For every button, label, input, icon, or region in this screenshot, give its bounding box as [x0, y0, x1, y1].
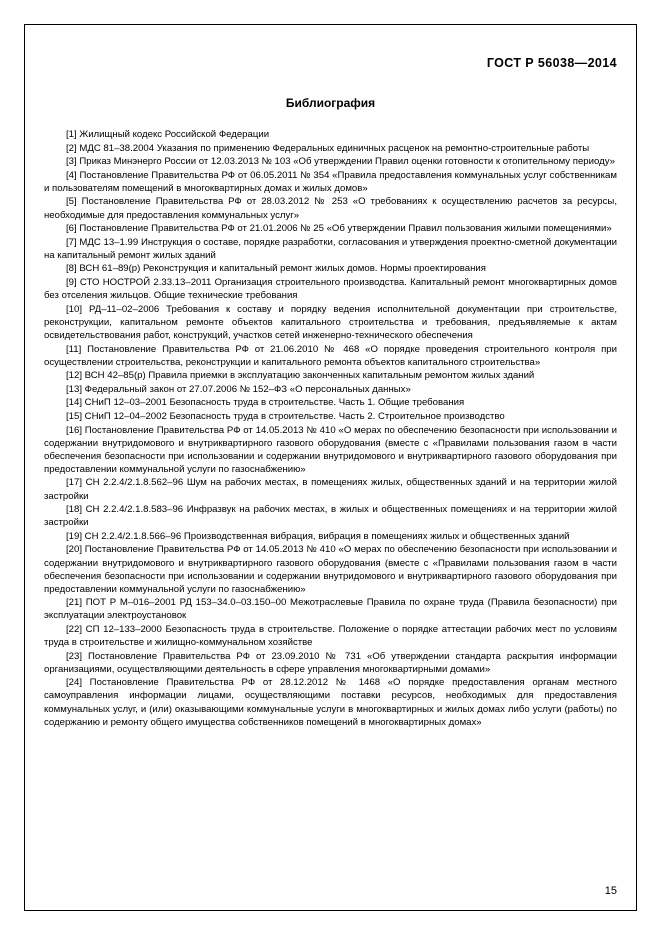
bibliography-item: [6] Постановление Правительства РФ от 21.01.2006 № 25 «Об утверждении Правил пользования жилыми помещениями»	[66, 223, 612, 235]
bibliography-item: [12] ВСН 42–85(р) Правила приемки в эксплуатацию законченных капитальным ремонтом жилых зданий	[66, 370, 535, 382]
bibliography-item: [21] ПОТ Р М–016–2001 РД 153–34.0–03.150–00 Межотраслевые Правила по охране труда (Правила безопасности) при эксплуатации электроустановок	[44, 597, 617, 622]
page-number: 15	[604, 885, 617, 897]
bibliography-item: [5] Постановление Правительства РФ от 28.03.2012 № 253 «О требованиях к осуществлению расчетов за ресурсы, необходимые для предоставления коммунальных услуг»	[44, 196, 617, 221]
bibliography-item: [9] СТО НОСТРОЙ 2.33.13–2011 Организация строительного производства. Капитальный ремонт многоквартирных домов без отселения жильцов. Общие технические требования	[44, 277, 617, 302]
bibliography-list	[44, 128, 617, 729]
bibliography-item: [17] СН 2.2.4/2.1.8.562–96 Шум на рабочих местах, в помещениях жилых, общественных зданий и на территории жилой застройки	[44, 477, 617, 502]
bibliography-item: [16] Постановление Правительства РФ от 14.05.2013 № 410 «О мерах по обеспечению безопасности при использовании и содержании внутридомового и внутриквартирного газового оборудования (вместе с «Правилами пользования газом в части обеспечения безопасности при использовании и содержании внутридомового и внутриквартирного газового оборудования при предоставлении коммунальной услуги по газоснабжению»	[44, 424, 617, 475]
bibliography-item: [13] Федеральный закон от 27.07.2006 № 152–ФЗ «О персональных данных»	[66, 383, 411, 395]
bibliography-item: [4] Постановление Правительства РФ от 06.05.2011 № 354 «Правила предоставления коммунальных услуг собственникам и пользователям помещений в многоквартирных домах и жилых домов»	[44, 169, 617, 194]
bibliography-item: [3] Приказ Минэнерго России от 12.03.2013 № 103 «Об утверждении Правил оценки готовности к отопительному периоду»	[66, 156, 615, 168]
bibliography-item: [19] СН 2.2.4/2.1.8.566–96 Производственная вибрация, вибрация в помещениях жилых и общественных зданий	[66, 530, 570, 542]
bibliography-item: [2] МДС 81–38.2004 Указания по применению Федеральных единичных расценок на ремонтно-строительные работы	[66, 142, 590, 154]
bibliography-item: [14] СНиП 12–03–2001 Безопасность труда в строительстве. Часть 1. Общие требования	[66, 397, 465, 409]
page-title: Библиография	[285, 96, 376, 110]
bibliography-item: [22] СП 12–133–2000 Безопасность труда в строительстве. Положение о порядке аттестации рабочих мест по условиям труда в строительстве и жилищно-коммунальном хозяйстве	[44, 623, 617, 649]
standard-code-header: ГОСТ Р 56038—2014	[486, 56, 617, 70]
bibliography-item: [24] Постановление Правительства РФ от 28.12.2012 № 1468 «О порядке предоставления органам местного самоуправления информации лицами, осуществляющими поставки ресурсов, необходимых для предоставления коммунальных услуг, и (или) оказывающими коммунальные услуги в многоквартирных и жилых домах либо услуги (работы) по содержанию и ремонту общего имущества собственников помещений в многоквартирных домах»	[44, 677, 617, 728]
bibliography-item: [18] СН 2.2.4/2.1.8.583–96 Инфразвук на рабочих местах, в жилых и общественных помещениях и на территории жилой застройки	[44, 504, 617, 529]
page-content	[44, 56, 617, 729]
bibliography-item: [11] Постановление Правительства РФ от 21.06.2010 № 468 «О порядке проведения строительного контроля при осуществлении строительства, реконструкции и капитального ремонта объектов капитального строительства»	[44, 343, 617, 368]
bibliography-item: [20] Постановление Правительства РФ от 14.05.2013 № 410 «О мерах по обеспечению безопасности при использовании и содержании внутридомового и внутриквартирного газового оборудования (вместе с «Правилами пользования газом в части обеспечения безопасности при использовании и содержании внутридомового и внутриквартирного газового оборудования при предоставлении коммунальной услуги по газоснабжению»	[44, 544, 617, 595]
bibliography-item: [23] Постановление Правительства РФ от 23.09.2010 № 731 «Об утверждении стандарта раскрытия информации организациями, осуществляющими деятельность в сфере управления многоквартирными домами»	[44, 650, 617, 675]
bibliography-item: [15] СНиП 12–04–2002 Безопасность труда в строительстве. Часть 2. Строительное производство	[66, 410, 505, 422]
bibliography-item: [7] МДС 13–1.99 Инструкция о составе, порядке разработки, согласования и утверждения проектно-сметной документации на капитальный ремонт жилых зданий	[44, 236, 617, 261]
bibliography-item: [10] РД–11–02–2006 Требования к составу и порядку ведения исполнительной документации при строительстве, реконструкции, капитальном ремонте объектов капитального строительства и требования, предъявляемые к актам освидетельствования работ, конструкций, участков сетей инженерно-технического обеспечения	[44, 303, 617, 341]
bibliography-item: [8] ВСН 61–89(р) Реконструкция и капитальный ремонт жилых домов. Нормы проектирования	[66, 263, 486, 275]
bibliography-item: [1] Жилищный кодекс Российской Федерации	[66, 129, 270, 140]
